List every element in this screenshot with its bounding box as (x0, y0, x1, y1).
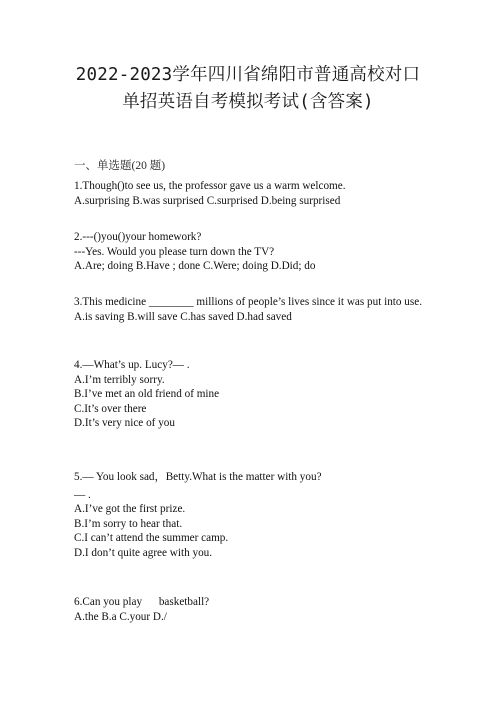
question-2-line-1: 2.---()you()your homework? (74, 231, 202, 243)
document-title-line-1: 2022-2023学年四川省绵阳市普通高校对口 (75, 65, 421, 85)
question-5-option-a: A.I’ve got the first prize. (74, 503, 186, 516)
question-5-stem: 5.— You look sad，Betty.What is the matter with you? (74, 471, 322, 483)
question-5-answer-blank: — . (74, 488, 91, 501)
question-5-option-b: B.I’m sorry to hear that. (74, 517, 183, 530)
question-3 (74, 295, 424, 324)
question-4-option-b: B.I’ve met an old friend of mine (74, 388, 220, 401)
question-6 (74, 595, 424, 624)
question-2-line-2: ---Yes. Would you please turn down the TV? (74, 245, 275, 258)
question-6-stem: 6.Can you play basketball? (74, 596, 210, 608)
question-4-stem: 4.—What’s up. Lucy?— . (74, 359, 190, 371)
question-2 (74, 230, 424, 274)
question-4-option-d: D.It’s very nice of you (74, 417, 175, 430)
question-3-stem: 3.This medicine ________ millions of people’s lives since it was put into use. (74, 296, 423, 308)
question-1-stem: 1.Though()to see us, the professor gave us a warm welcome. (74, 180, 346, 192)
question-4-option-c: C.It’s over there (74, 402, 147, 415)
question-1-options: A.surprising B.was surprised C.surprised D.being surprised (74, 194, 341, 207)
document-title-line-2: 单招英语自考模拟考试(含答案) (122, 92, 374, 112)
question-4 (74, 358, 424, 431)
question-5-option-c: C.I can’t attend the summer camp. (74, 532, 229, 545)
question-6-options: A.the B.a C.your D./ (74, 610, 167, 623)
question-5-option-d: D.I don’t quite agree with you. (74, 546, 213, 559)
question-4-option-a: A.I’m terribly sorry. (74, 373, 165, 386)
section-heading: 一、单选题(20 题) (74, 160, 166, 172)
question-1 (74, 179, 424, 208)
question-2-options: A.Are; doing B.Have ; done C.Were; doing D.Did; do (74, 260, 316, 273)
question-3-options: A.is saving B.will save C.has saved D.had saved (74, 310, 292, 323)
question-5 (74, 470, 424, 561)
